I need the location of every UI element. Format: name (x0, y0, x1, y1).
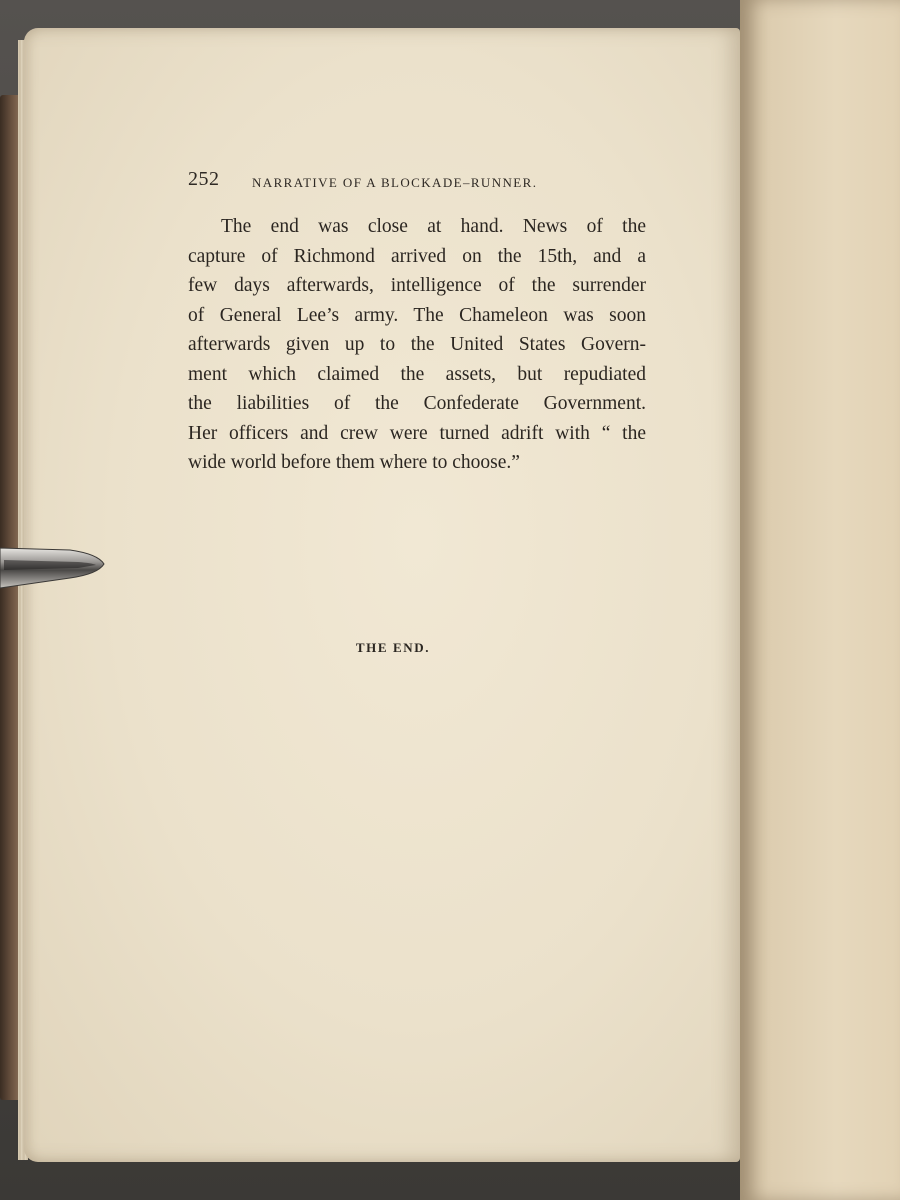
paragraph-line: wide world before them where to choose.” (188, 452, 520, 473)
body-paragraph (188, 212, 646, 478)
paragraph-line: the liabilities of the Confederate Government. (188, 393, 646, 414)
paragraph-line: Her officers and crew were turned adrift with “ the (188, 422, 646, 444)
paragraph-line: of General Lee’s army. The Chameleon was soon (188, 304, 646, 326)
closing-text: THE END. (355, 640, 431, 655)
running-head (188, 168, 648, 194)
page-clip-icon (0, 540, 108, 592)
page-number: 252 (188, 168, 220, 190)
paragraph-line: capture of Richmond arrived on the 15th, and a (188, 245, 646, 267)
paragraph-line: ment which claimed the assets, but repudiated (188, 363, 646, 385)
running-head-title: NARRATIVE OF A BLOCKADE–RUNNER. (252, 175, 538, 190)
paragraph-line: The end was close at hand. News of the (221, 216, 646, 237)
book-page (24, 28, 740, 1162)
paragraph-line: few days afterwards, intelligence of the surrender (188, 275, 646, 296)
facing-page (740, 0, 900, 1200)
paragraph-line: afterwards given up to the United States Govern- (188, 334, 646, 355)
